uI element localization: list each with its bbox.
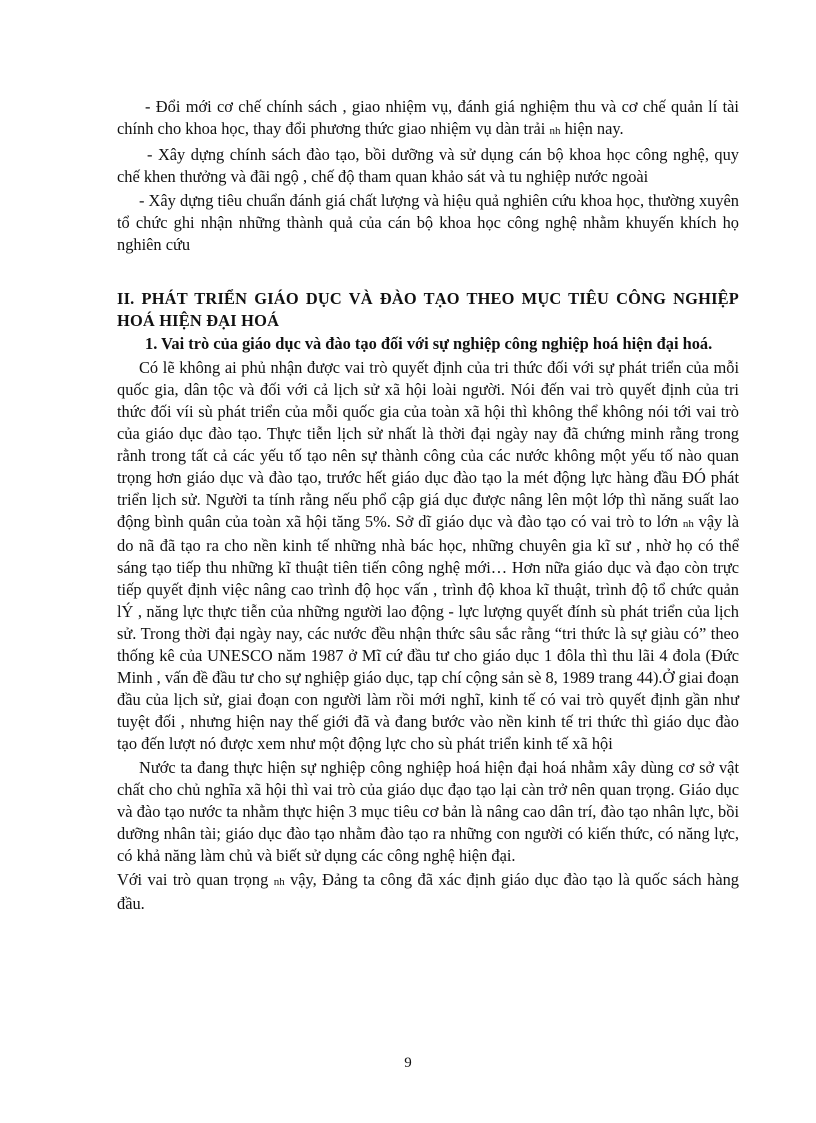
small-abbrev: nh (682, 518, 694, 530)
small-abbrev: nh (549, 125, 561, 137)
text-column (117, 96, 739, 915)
page-number: 9 (404, 1055, 412, 1071)
paragraph-vietnam-industrialization: Nước ta đang thực hiện sự nghiệp công nghiệp hoá hiện đại hoá nhằm xây dùng cơ sở vật chất cho chủ nghĩa xã hội thì vai trò của giáo dục đạo tạo lại càn trở nên quan trọng. Giáo dục và đào tạo nước ta nhằm thực hiện 3 mục tiêu cơ bản là nâng cao dân trí, đào tạo nhân lực, bồi dưỡng nhân tài; giáo dục đào tạo nhằm đào tạo ra những con người có kiến thức, có năng lực, có khả năng làm chủ và biết sử dụng các công nghệ hiện đại. (117, 758, 739, 865)
bullet-quality-standards: - Xây dựng tiêu chuẩn đánh giá chất lượng và hiệu quả nghiên cứu khoa học, thường xuyên tổ chức ghi nhận những thành quả của cán bộ khoa học công nghệ nhằm khuyến khích họ nghiên cứu (117, 191, 739, 254)
paragraph-national-policy: Với vai trò quan trọng nh vậy, Đảng ta công đã xác định giáo dục đào tạo là quốc sách hàng đầu. (117, 870, 739, 913)
paragraph-role-of-knowledge: Có lẽ không ai phủ nhận được vai trò quyết định của tri thức đối với sự phát triển của mỗi quốc gia, dân tộc và đối với cả lịch sử xã hội loài người. Nói đến vai trò quyết định của tri thức đối víi sù phát triển của mỗi quốc gia của toàn xã hội thì không thể không nói tới vai trò của giáo dục đào tạo. Thực tiễn lịch sử nhất là thời đại ngày nay đã chứng minh rằng trong rằnh trong tất cả các yếu tố tạo nên sự thành công của các nước không một yếu tố nào quan trọng hơn giáo dục và đào tạo, trước hết giáo dục đào tạo la mét động lực hàng đầu ĐÓ phát triển lịch sử. Người ta tính rằng nếu phổ cập giá dục được nâng lên một lớp thì năng suất lao động bình quân của toàn xã hội tăng 5%. Sở dĩ giáo dục và đào tạo có vai trò to lớn nh vậy là do nã đã tạo ra cho nền kinh tế những nhà bác học, những chuyên gia kĩ sư , nhờ họ có thể sáng tạo tiếp thu những kĩ thuật tiên tiến công nghệ mới… Hơn nữa giáo dục và đạo còn trực tiếp quyết định việc nâng cao trình độ học vấn , trình độ khoa kĩ thuật, trình độ tổ chức quản lÝ , năng lực thực tiễn của những người lao động - lực lượng quyết đính sù phát triển của lịch sử. Trong thời đại ngày nay, các nước đều nhận thức sâu sắc rằng “tri thức là sự giàu có” theo thống kê của UNESCO năm 1987 ở Mĩ cứ đầu tư cho giáo dục 1 đôla thì thu lãi 4 đola (Đức Minh , vấn đề đầu tư cho sự nghiệp giáo dục, tạp chí cộng sản sè 8, 1989 trang 44).Ở giai đoạn đầu của lịch sử, giai đoạn con người làm rồi mới nghĩ, kinh tế có vai trò quyết định gần như tuyệt đối , nhưng hiện nay thế giới đã và đang bước vào nền kinh tế tri thức thì giáo dục đào tạo đến lượt nó được xem như một động lực cho sù phát triển kinh tế xã hội (117, 358, 739, 753)
bullet-reform-policy: - Đổi mới cơ chế chính sách , giao nhiệm vụ, đánh giá nghiệm thu và cơ chế quản lí tài chính cho khoa học, thay đổi phương thức giao nhiệm vụ dàn trải nh hiện nay. (117, 97, 739, 138)
section-heading: II. PHÁT TRIỂN GIÁO DỤC VÀ ĐÀO TẠO THEO MỤC TIÊU CÔNG NGHIỆP HOÁ HIỆN ĐẠI HOÁ (117, 289, 739, 330)
bullet-training-policy: - Xây dựng chính sách đào tạo, bồi dưỡng và sử dụng cán bộ khoa học công nghệ, quy chế khen thưởng và đãi ngộ , chế độ tham quan khảo sát và tu nghiệp nước ngoài (117, 145, 739, 186)
subheading: 1. Vai trò của giáo dục và đào tạo đối với sự nghiệp công nghiệp hoá hiện đại hoá. (145, 334, 713, 353)
small-abbrev: nh (273, 876, 285, 888)
